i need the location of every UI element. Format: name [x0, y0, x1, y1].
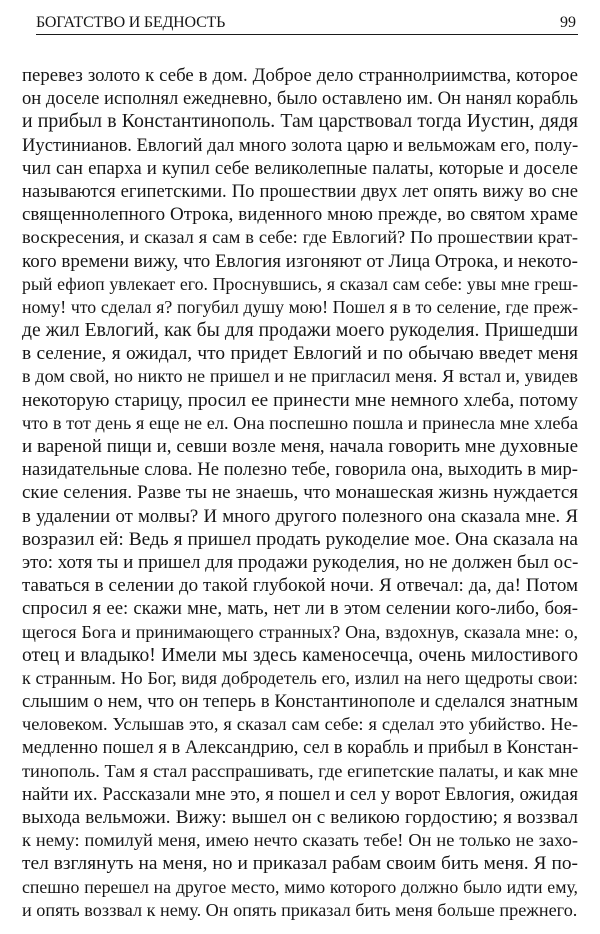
text-line: к странным. Но Бог, видя добродетель его, излил на него щедроты свои: — [22, 667, 578, 688]
text-line: слышим о нем, что он теперь в Константинополе и сделался знатным — [22, 691, 578, 713]
text-line: воскресения, и сказал я сам в себе: где Евлогий? По прошествии крат- — [22, 227, 578, 248]
text-line: и опять воззвал к нему. Он опять приказал бить меня больше прежнего. — [22, 899, 578, 920]
text-line: в удалении от молвы? И много другого полезного она сказала мне. Я — [22, 505, 578, 527]
text-line: спешно перешел на другое место, мимо которого должно было идти ему, — [22, 876, 578, 897]
text-line: рый ефиоп увлекает его. Проснувшись, я сказал сам себе: увы мне греш- — [22, 273, 578, 294]
text-line: ному! что сделал я? погубил душу мою! Пошел я в то селение, где преж- — [22, 296, 578, 317]
text-line: тел взглянуть на меня, но и приказал рабам своим бить меня. Я по- — [22, 853, 578, 875]
text-line: найти их. Рассказали мне это, я пошел и сел у ворот Евлогия, ожидая — [22, 783, 578, 805]
body-text — [22, 64, 578, 922]
text-line: тинополь. Там я стал расспрашивать, где египетские палаты, и как мне — [22, 760, 578, 781]
text-line: называются египетскими. По прошествии двух лет опять вижу во сне — [22, 180, 578, 202]
text-line: щегося Бога и принимающего странных? Она, вздохнув, сказала мне: о, — [22, 621, 578, 642]
text-line: в селение, я ожидал, что придет Евлогий и по обычаю введет меня — [22, 343, 578, 365]
text-line: некоторую старицу, просил ее принести мне немного хлеба, потому — [22, 389, 578, 411]
text-line: спросил я ее: скажи мне, мать, нет ли в этом селении кого-либо, боя- — [22, 598, 578, 620]
text-line: медленно пошел я в Александрию, сел в корабль и прибыл в Констан- — [22, 737, 579, 759]
text-line: отец и владыко! Имели мы здесь каменосечца, очень милостивого — [22, 644, 578, 666]
text-line: возразил ей: Ведь я пришел продать рукоделие мое. Она сказала на — [22, 528, 578, 550]
text-line: чил сан епарха и купил себе великолепные палаты, которые и доселе — [22, 157, 578, 179]
text-line: кого времени вижу, что Евлогия изгоняют от Лица Отрока, и некото- — [22, 250, 578, 272]
text-line: перевез золото к себе в дом. Доброе дело страннолриимства, которое — [22, 65, 578, 86]
text-line: человеком. Услышав это, я сказал сам себе: я сделал это убийство. Не- — [22, 714, 578, 735]
text-line: это: хотя ты и пришел для продажи рукоделия, но не должен был ос- — [22, 551, 579, 573]
running-header — [36, 10, 578, 35]
text-line: выхода вельможи. Вижу: вышел он с великою гордостию; я воззвал — [22, 807, 578, 828]
text-line: де жил Евлогий, как бы для продажи моего рукоделия. Пришедши — [22, 320, 578, 342]
text-line: священнолепного Отрока, виденного мною прежде, во святом храме — [22, 204, 578, 226]
text-line: к нему: помилуй меня, имею нечто сказать тебе! Он не только не захо- — [22, 830, 578, 851]
running-title: БОГАТСТВО И БЕДНОСТЬ — [36, 14, 226, 31]
text-line: что в тот день я еще не ел. Она поспешно пошла и принесла мне хлеба — [22, 412, 578, 433]
page-number: 99 — [560, 14, 576, 31]
text-line: в дом свой, но никто не пришел и не пригласил меня. Я встал и, увидев — [22, 366, 578, 387]
text-line: и вареной пищи и, севши возле меня, начала говорить мне духовные — [22, 436, 578, 457]
text-line: он доселе исполнял ежедневно, было оставлено им. Он нанял корабль — [22, 88, 578, 110]
text-line: назидательные слова. Не полезно тебе, говорила она, выходить в мир- — [22, 459, 578, 481]
text-line: Иустинианов. Евлогий дал много золота царю и вельможам его, полу- — [22, 134, 579, 156]
text-line: таваться в селении до такой глубокой ночи. Я отвечал: да, да! Потом — [22, 575, 578, 597]
text-line: и прибыл в Константинополь. Там царствовал тогда Иустин, дядя — [22, 110, 578, 133]
text-line: ские селения. Разве ты не знаешь, что монашеская жизнь нуждается — [22, 482, 578, 504]
